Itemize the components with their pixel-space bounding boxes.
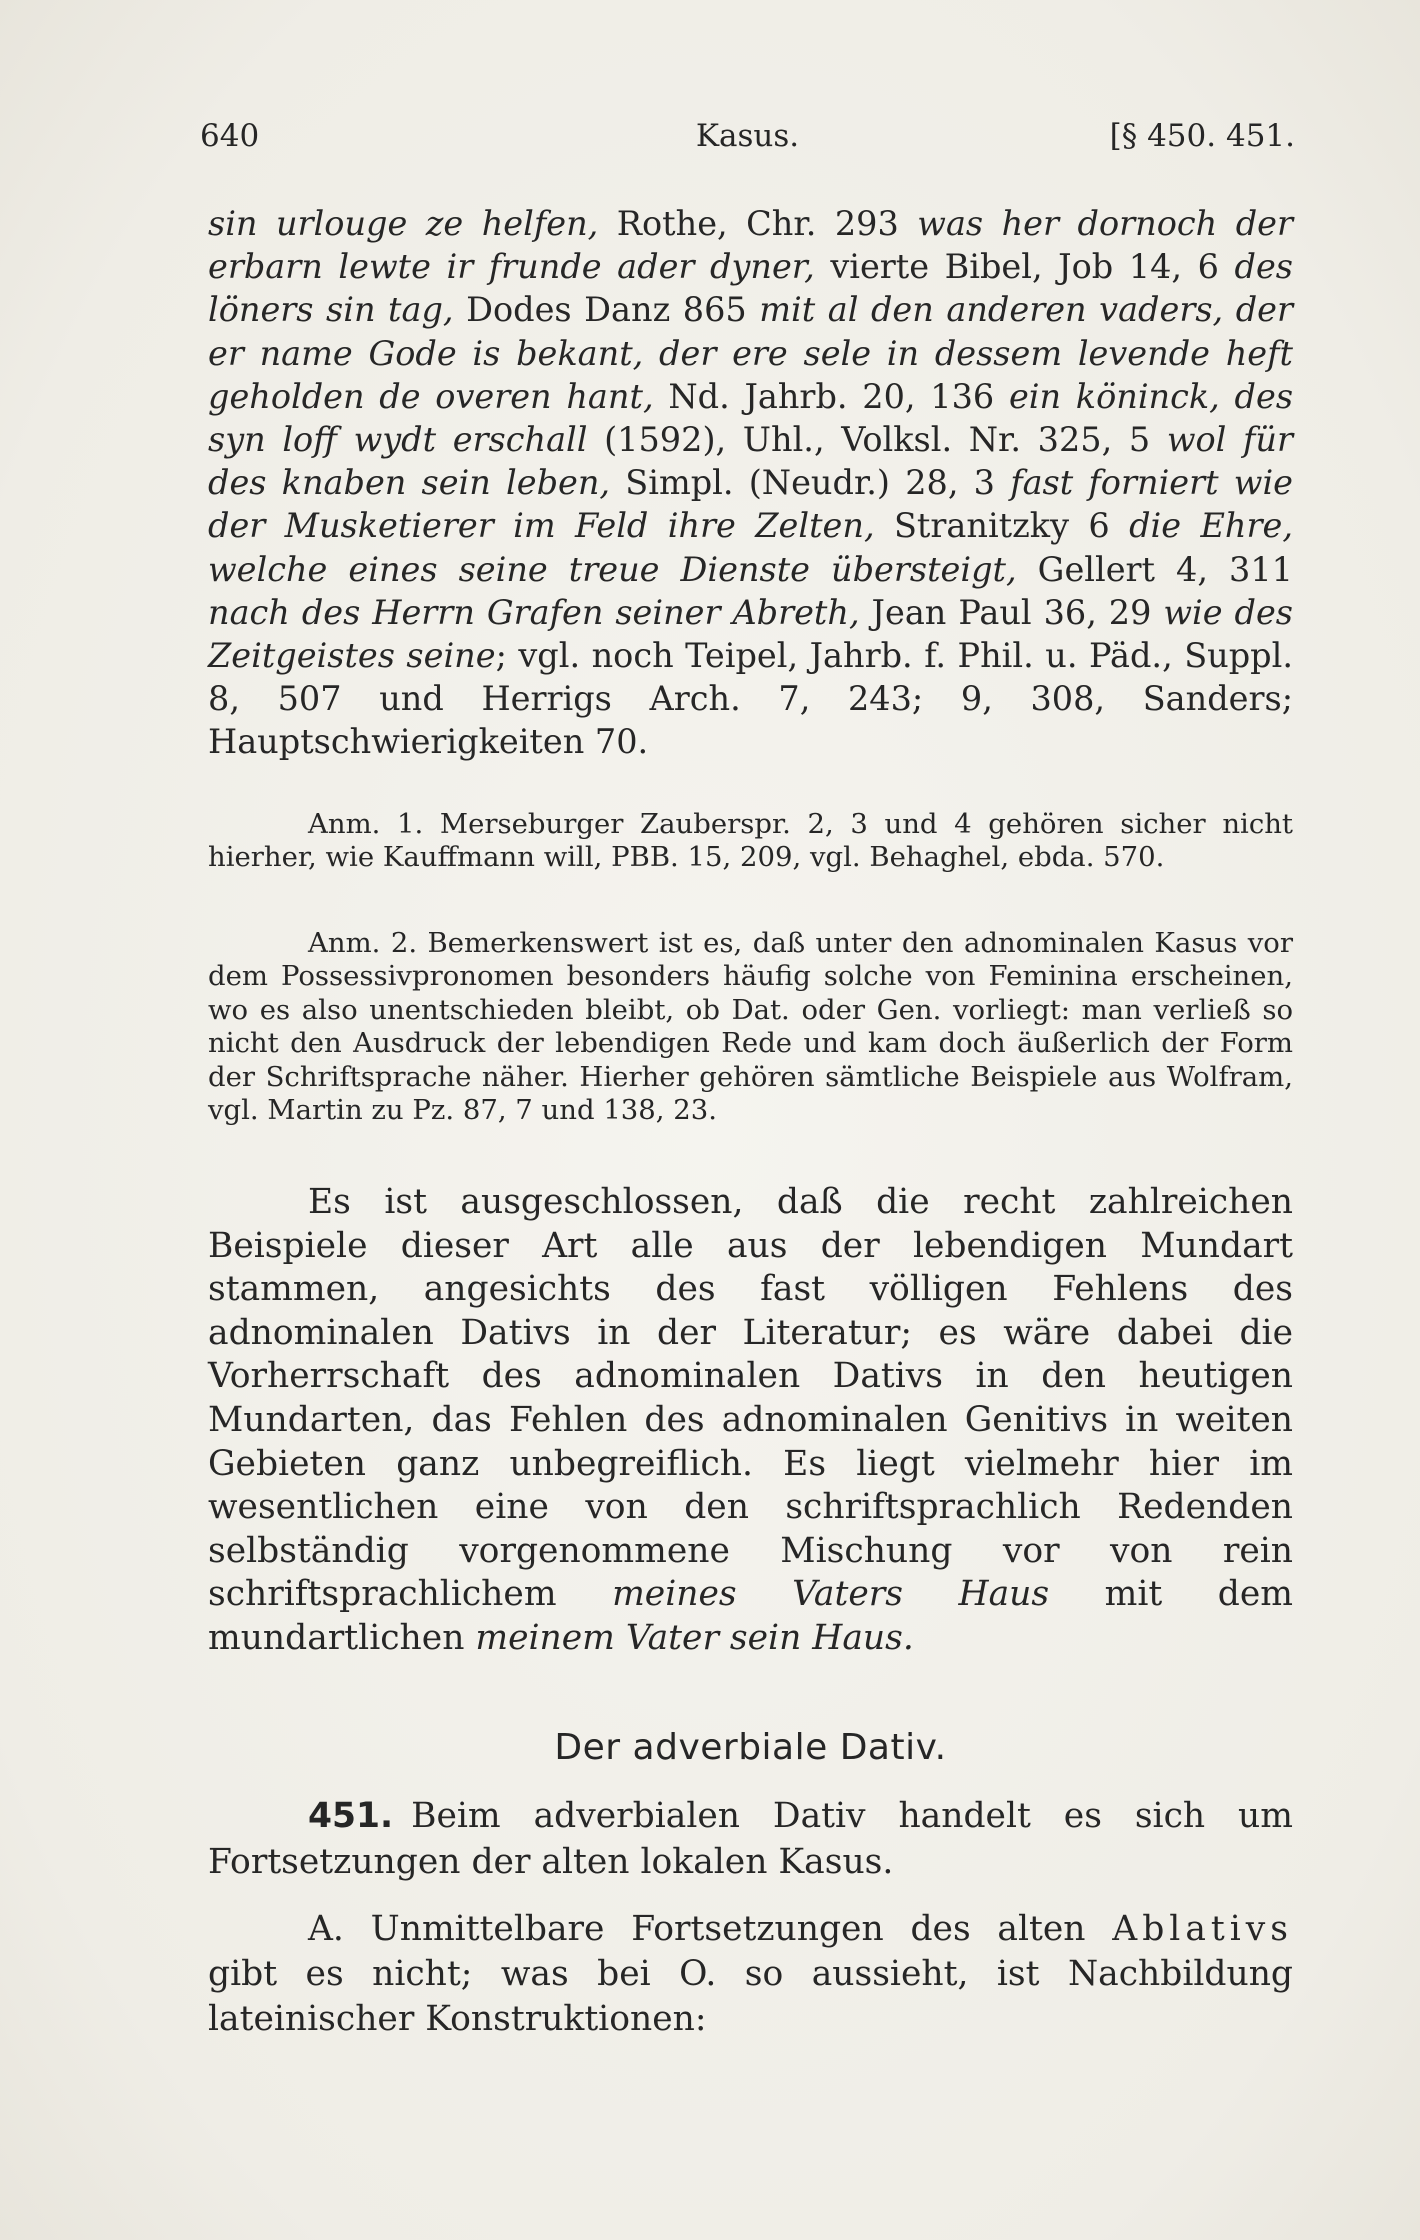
citation-2: vierte Bibel, Job 14, 6 — [814, 247, 1235, 287]
subsection-a-text-1: A. Unmittelbare Fortsetzungen des alten — [308, 1909, 1113, 1949]
main-paragraph — [208, 1181, 1293, 1661]
main-paragraph-example-2: meinem Vater sein Haus. — [475, 1617, 914, 1658]
example-8: die Ehre, welche eines seine treue Dienste übersteigt, — [208, 506, 1293, 589]
section-reference: [§ 450. 451. — [1109, 118, 1295, 154]
section-number: 451. — [308, 1796, 394, 1836]
example-5: ein köninck, des syn loff wydt erschall — [208, 376, 1294, 460]
citation-9: Jean Paul 36, 29 — [859, 592, 1164, 632]
section-heading: Der adverbiale Dativ. — [554, 1727, 947, 1768]
example-7: fast forniert wie der Musketierer im Feld ihre Zelten, — [208, 463, 1293, 546]
note-2 — [208, 927, 1293, 1127]
citation-6: Simpl. (Neudr.) 28, 3 — [610, 463, 1011, 503]
section-451-text: Beim adverbialen Dativ handelt es sich um Fortsetzungen der alten lokalen Kasus. — [208, 1796, 1293, 1882]
subsection-a-text-2: gibt es nicht; was bei O. so aussieht, ist Nachbildung lateinischer Konstruktionen: — [208, 1954, 1293, 2039]
example-3: des löners sin tag, — [208, 247, 1293, 330]
section-451 — [208, 1793, 1293, 1885]
running-header — [200, 118, 1295, 168]
example-1: sin urlouge ze helfen, — [208, 204, 599, 243]
main-paragraph-example-1: meines Vaters Haus — [612, 1574, 1050, 1615]
example-9: nach des Herrn Grafen seiner Abreth, — [208, 592, 860, 632]
note-1 — [208, 808, 1293, 875]
note-2-text: Anm. 2. Bemerkenswert ist es, daß unter den adnominalen Kasus vor dem Possessivpronomen besonders häufig solche von Feminina erscheinen, wo es also unentschieden bleibt, ob Dat. oder Gen. vorliegt: man verließ so nicht den Ausdruck der lebendigen Rede und kam doch äußerlich der Form der Schriftsprache näher. Hierher gehören sämtliche Beispiele aus Wolfram, vgl. Martin zu Pz. 87, 7 und 138, 23. — [208, 927, 1293, 1127]
continued-paragraph — [208, 202, 1293, 764]
citation-7: Stranitzky 6 — [874, 506, 1130, 546]
citation-8: Gellert 4, 311 — [1016, 549, 1293, 589]
example-4: mit al den anderen vaders, der er name Gode is bekant, der ere sele in dessem levende heft geholden de overen hant, — [208, 290, 1293, 416]
example-2: was her dornoch der erbarn lewte ir frunde ader dyner, — [208, 204, 1293, 287]
citation-1: Rothe, Chr. 293 — [598, 204, 918, 243]
note-1-text: Anm. 1. Merseburger Zauberspr. 2, 3 und 4 gehören sicher nicht hierher, wie Kauffmann will, PBB. 15, 209, vgl. Behaghel, ebda. 570. — [208, 808, 1293, 874]
citation-5: (1592), Uhl., Volksl. Nr. 325, 5 — [587, 420, 1167, 460]
main-paragraph-text-2: mit dem mundartlichen — [208, 1574, 1293, 1658]
example-10: wie des Zeitgeistes seine — [208, 592, 1294, 676]
running-title: Kasus. — [695, 118, 800, 154]
citation-10: ; vgl. noch Teipel, Jahrb. f. Phil. u. Päd., Suppl. 8, 507 und Herrigs Arch. 7, 243; 9, 308, Sanders; Hauptschwierigkeiten 70. — [208, 636, 1293, 762]
subsection-a-term: Ablativs — [1112, 1909, 1293, 1949]
page-number: 640 — [200, 118, 260, 154]
citation-3: Dodes Danz 865 — [453, 290, 760, 330]
main-paragraph-text-1: Es ist ausgeschlossen, daß die recht zahlreichen Beispiele dieser Art alle aus der lebendigen Mundart stammen, angesichts des fast völligen Fehlens des adnominalen Dativs in der Literatur; es wäre dabei die Vorherrschaft des adnominalen Dativs in den heutigen Mundarten, das Fehlen des adnominalen Genitivs in weiten Gebieten ganz unbegreiflich. Es liegt vielmehr hier im wesentlichen eine von den schriftsprachlich Redenden selbständig vorgenommene Mischung vor von rein schriftsprachlichem — [208, 1182, 1293, 1615]
citation-4: Nd. Jahrb. 20, 136 — [653, 376, 1009, 416]
subsection-a — [208, 1907, 1293, 2042]
example-6: wol für des knaben sein leben, — [208, 420, 1293, 503]
